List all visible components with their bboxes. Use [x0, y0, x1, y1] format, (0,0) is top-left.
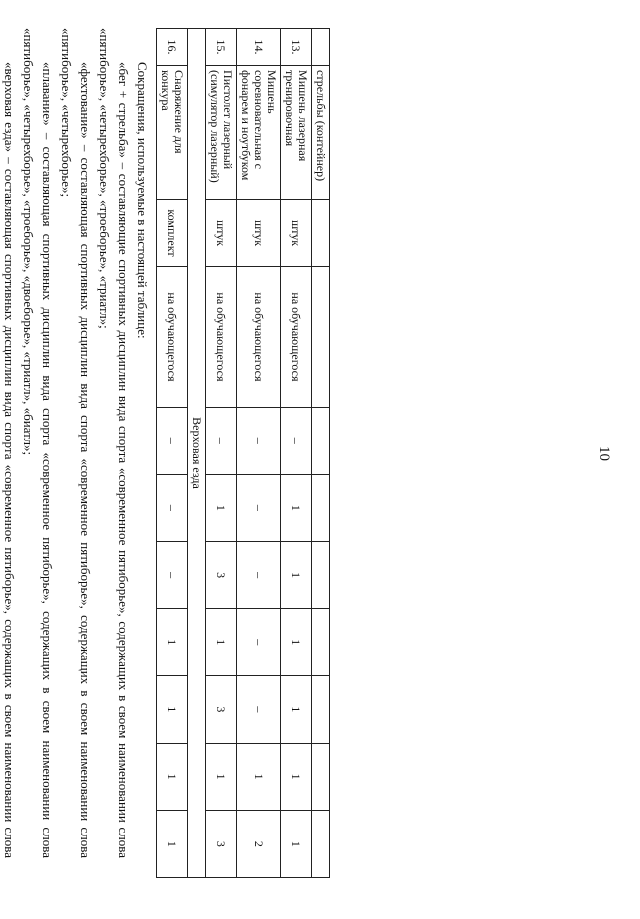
quantity-cell: 1 — [157, 609, 188, 676]
item-name: Мишень соревновательная с фонарем и ноутбуком — [237, 66, 281, 200]
calculation-unit: на обучающегося — [206, 267, 237, 407]
table-row — [312, 29, 330, 878]
item-name: стрельбы (контейнер) — [312, 66, 330, 200]
quantity-cell: – — [157, 474, 188, 541]
quantity-cell — [312, 407, 330, 474]
quantity-cell: 1 — [206, 743, 237, 810]
quantity-cell: 3 — [206, 676, 237, 743]
quantity-cell — [312, 609, 330, 676]
calculation-unit: на обучающегося — [157, 267, 188, 407]
calculation-unit: на обучающегося — [237, 267, 281, 407]
quantity-cell — [312, 676, 330, 743]
calculation-unit: на обучающегося — [281, 267, 312, 407]
unit: штук — [237, 199, 281, 266]
rotated-table-area — [2, 28, 330, 868]
unit: штук — [281, 199, 312, 266]
equipment-table — [156, 28, 330, 878]
quantity-cell: 1 — [281, 743, 312, 810]
quantity-cell: – — [237, 542, 281, 609]
page-number: 10 — [596, 446, 612, 461]
quantity-cell: – — [206, 407, 237, 474]
row-number: 15. — [206, 29, 237, 66]
unit: комплект — [157, 199, 188, 266]
quantity-cell: 1 — [157, 676, 188, 743]
table-row — [157, 29, 188, 878]
quantity-cell: 1 — [157, 810, 188, 877]
note-item: «бег + стрельба» – составляющие спортивных дисциплин вида спорта «современное пятиборье», содержащих в своем наименовании слова «пятиборье», «четырехборье», «троеборье», «триатл»; — [97, 28, 131, 858]
quantity-cell: 1 — [206, 474, 237, 541]
note-item: «верховая езда» – составляющая спортивных дисциплин вида спорта «современное пятиборье», содержащих в своем наименовании слова — [2, 62, 17, 858]
quantity-cell: 1 — [206, 609, 237, 676]
quantity-cell: – — [157, 407, 188, 474]
note-item: «фехтование» – составляющая спортивных дисциплин вида спорта «современное пятиборье», содержащих в своем наименовании слова «пятиборье», «четырехборье»; — [59, 28, 93, 858]
quantity-cell: 1 — [281, 810, 312, 877]
quantity-cell: – — [157, 542, 188, 609]
quantity-cell: 1 — [281, 542, 312, 609]
quantity-cell: – — [237, 609, 281, 676]
quantity-cell — [312, 743, 330, 810]
quantity-cell — [312, 810, 330, 877]
calculation-unit — [312, 267, 330, 407]
quantity-cell: – — [281, 407, 312, 474]
quantity-cell: 3 — [206, 542, 237, 609]
item-name: Снаряжение для конкура — [157, 66, 188, 200]
abbreviations-notes — [0, 28, 152, 858]
table-row — [281, 29, 312, 878]
quantity-cell: 2 — [237, 810, 281, 877]
row-number: 14. — [237, 29, 281, 66]
item-name: Пистолет лазерный (симулятор лазерный) — [206, 66, 237, 200]
quantity-cell: 3 — [206, 810, 237, 877]
row-number: 16. — [157, 29, 188, 66]
table-section-row — [188, 29, 206, 878]
unit: штук — [206, 199, 237, 266]
row-number — [312, 29, 330, 66]
quantity-cell — [312, 542, 330, 609]
item-name: Мишень лазерная тренировочная — [281, 66, 312, 200]
unit — [312, 199, 330, 266]
quantity-cell: 1 — [281, 676, 312, 743]
quantity-cell: – — [237, 676, 281, 743]
note-item: «плавание» – составляющая спортивных дисциплин вида спорта «современное пятиборье», содержащих в своем наименовании слова «пятиборье», «четырехборье», «троеборье», «двоеборье», «триатл», «биатл»; — [21, 28, 55, 858]
quantity-cell: 1 — [157, 743, 188, 810]
quantity-cell: 1 — [237, 743, 281, 810]
row-number: 13. — [281, 29, 312, 66]
table-row — [206, 29, 237, 878]
quantity-cell: 1 — [281, 474, 312, 541]
quantity-cell: – — [237, 474, 281, 541]
quantity-cell: 1 — [281, 609, 312, 676]
table-row — [237, 29, 281, 878]
quantity-cell — [312, 474, 330, 541]
section-title: Верховая езда — [188, 29, 206, 878]
quantity-cell: – — [237, 407, 281, 474]
notes-intro: Сокращения, используемые в настоящей таблице: — [135, 62, 150, 339]
